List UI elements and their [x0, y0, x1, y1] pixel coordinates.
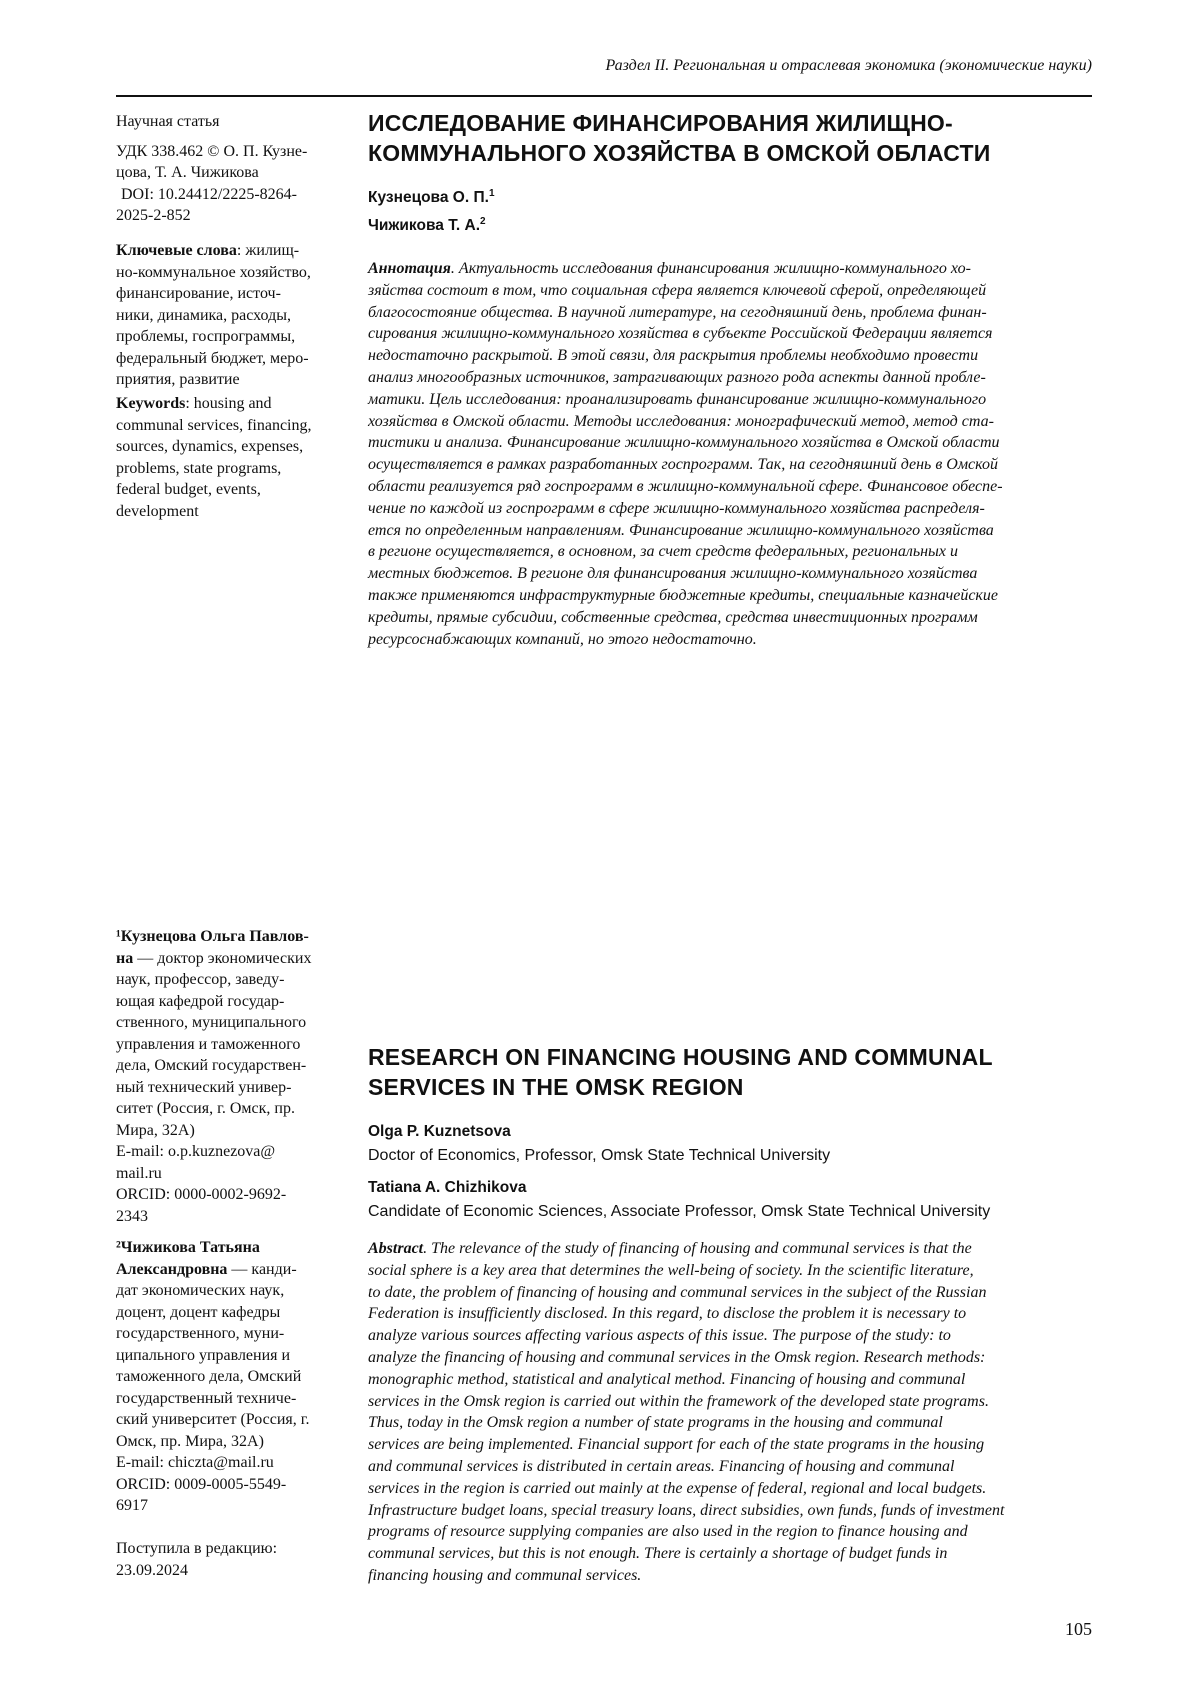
abstract-en-line-16: financing housing and communal services. — [368, 1565, 1094, 1587]
author-ru-1-sup: 1 — [489, 188, 495, 199]
abstract-ru — [368, 258, 1094, 650]
author-bio-1 — [116, 926, 342, 1227]
author2-bio-line-4: государственного, муни- — [116, 1323, 342, 1345]
author1-bio-line-4: ственного, муниципального — [116, 1012, 342, 1034]
abstract-en-line-14: programs of resource supplying companies are also used in the region to finance housing and — [368, 1521, 1094, 1543]
abstract-en — [368, 1238, 1094, 1587]
keywords-en-line-3: sources, dynamics, expenses, — [116, 436, 342, 458]
keywords-ru — [116, 240, 342, 391]
abstract-en-line-8: services in the Omsk region is carried out within the framework of the developed state programs. — [368, 1391, 1094, 1413]
doi-line-2: 2025-2-852 — [116, 205, 342, 227]
keywords-en-line-4: problems, state programs, — [116, 458, 342, 480]
author-ru-1: Кузнецова О. П. — [368, 189, 489, 206]
abstract-en-line-3: to date, the problem of financing of housing and communal services in the subject of the Russian — [368, 1282, 1094, 1304]
author-en-1-affiliation: Doctor of Economics, Professor, Omsk State Technical University — [368, 1146, 1094, 1166]
article-metadata — [116, 111, 342, 227]
udc-line-2: цова, Т. А. Чижикова — [116, 162, 342, 184]
abstract-en-line-6: analyze the financing of housing and communal services in the Omsk region. Research methods: — [368, 1347, 1094, 1369]
received-value: 23.09.2024 — [116, 1560, 342, 1582]
abstract-ru-line-10: осуществляется в рамках разработанных госпрограмм. Так, на сегодняшний день в Омской — [368, 454, 1094, 476]
author1-orcid-line-1: ORCID: 0000-0002-9692- — [116, 1184, 342, 1206]
running-head: Раздел II. Региональная и отраслевая экономика (экономические науки) — [116, 56, 1092, 76]
article-type: Научная статья — [116, 111, 342, 133]
author1-name-line-2: на — [116, 950, 133, 967]
abstract-ru-label: Аннотация — [368, 260, 451, 277]
abstract-ru-line-5: недостаточно раскрытой. В этой связи, для раскрытия проблемы необходимо провести — [368, 345, 1094, 367]
doi-line-1: DOI: 10.24412/2225-8264- — [116, 184, 342, 206]
author2-name-line-2: Александровна — [116, 1261, 227, 1278]
abstract-en-line-9: Thus, today in the Omsk region a number of state programs in the housing and communal — [368, 1412, 1094, 1434]
author1-bio-line-1: — доктор экономических — [133, 950, 311, 967]
abstract-ru-line-16: также применяются инфраструктурные бюджетные кредиты, специальные казначейские — [368, 585, 1094, 607]
abstract-ru-line-14: в регионе осуществляется, в основном, за счет средств федеральных, региональных и — [368, 541, 1094, 563]
abstract-ru-line-11: области реализуется ряд госпрограмм в жилищно-коммунальной сфере. Финансовое обеспе- — [368, 476, 1094, 498]
author2-orcid-line-1: ORCID: 0009-0005-5549- — [116, 1474, 342, 1496]
abstract-ru-line-4: сирования жилищно-коммунального хозяйства в субъекте Российской Федерации является — [368, 323, 1094, 345]
abstract-en-line-5: analyze various sources affecting various aspects of this issue. The purpose of the study: to — [368, 1325, 1094, 1347]
abstract-ru-line-7: матики. Цель исследования: проанализировать финансирование жилищно-коммунального — [368, 389, 1094, 411]
author-en-2: Tatiana A. Chizhikova — [368, 1178, 1094, 1198]
abstract-ru-line-13: ется по определенным направлениям. Финансирование жилищно-коммунального хозяйства — [368, 520, 1094, 542]
author1-bio-line-8: ситет (Россия, г. Омск, пр. — [116, 1098, 342, 1120]
author2-bio-line-5: ципального управления и — [116, 1345, 342, 1367]
author2-bio-line-8: ский университет (Россия, г. — [116, 1409, 342, 1431]
title-ru-line-2: КОММУНАЛЬНОГО ХОЗЯЙСТВА В ОМСКОЙ ОБЛАСТИ — [368, 138, 1094, 168]
abstract-en-line-11: and communal services is distributed in certain areas. Financing of housing and communal — [368, 1456, 1094, 1478]
author1-bio-line-6: дела, Омский государствен- — [116, 1055, 342, 1077]
udc-line-1: УДК 338.462 © О. П. Кузне- — [116, 141, 342, 163]
keywords-ru-line-3: финансирование, источ- — [116, 283, 342, 305]
abstract-en-line-7: monographic method, statistical and analytical method. Financing of housing and communal — [368, 1369, 1094, 1391]
keywords-en-label: Keywords — [116, 395, 185, 412]
author2-name-line-1: ²Чижикова Татьяна — [116, 1239, 260, 1256]
author2-bio-line-6: таможенного дела, Омский — [116, 1366, 342, 1388]
abstract-ru-line-3: благосостояние общества. В научной литературе, на сегодняшний день, проблема финан- — [368, 302, 1094, 324]
author2-bio-line-9: Омск, пр. Мира, 32А) — [116, 1431, 342, 1453]
title-ru-line-1: ИССЛЕДОВАНИЕ ФИНАНСИРОВАНИЯ ЖИЛИЩНО- — [368, 108, 1094, 138]
title-en-line-2: SERVICES IN THE OMSK REGION — [368, 1072, 1094, 1102]
author2-bio-line-3: доцент, доцент кафедры — [116, 1302, 342, 1324]
author-ru-2: Чижикова Т. А. — [368, 217, 480, 234]
author1-bio-line-5: управления и таможенного — [116, 1034, 342, 1056]
keywords-ru-line-6: федеральный бюджет, меро- — [116, 348, 342, 370]
abstract-ru-line-1: . Актуальность исследования финансирования жилищно-коммунального хо- — [451, 260, 971, 277]
keywords-ru-line-4: ники, динамика, расходы, — [116, 305, 342, 327]
abstract-ru-line-15: местных бюджетов. В регионе для финансирования жилищно-коммунального хозяйства — [368, 563, 1094, 585]
author1-email-line-1[interactable]: E-mail: o.p.kuznezova@ — [116, 1141, 342, 1163]
abstract-en-line-13: Infrastructure budget loans, special treasury loans, direct subsidies, own funds, funds of investment — [368, 1500, 1094, 1522]
page-number: 105 — [1040, 1618, 1092, 1640]
author1-name-line-1: ¹Кузнецова Ольга Павлов- — [116, 928, 309, 945]
abstract-ru-line-9: тистики и анализа. Финансирование жилищно-коммунального хозяйства в Омской области — [368, 432, 1094, 454]
abstract-en-line-1: . The relevance of the study of financing of housing and communal services is that the — [423, 1240, 972, 1257]
authors-ru — [368, 188, 1094, 236]
title-en — [368, 1042, 1094, 1102]
received-date — [116, 1538, 342, 1581]
keywords-en — [116, 393, 342, 522]
keywords-ru-label: Ключевые слова — [116, 242, 237, 259]
author2-email-line[interactable]: E-mail: chiczta@mail.ru — [116, 1452, 342, 1474]
keywords-en-line-2: communal services, financing, — [116, 415, 342, 437]
keywords-ru-line-5: проблемы, госпрограммы, — [116, 326, 342, 348]
abstract-en-line-12: services in the region is carried out mainly at the expense of federal, regional and local budgets. — [368, 1478, 1094, 1500]
abstract-en-line-10: services are being implemented. Financial support for each of the state programs in the housing — [368, 1434, 1094, 1456]
author2-bio-line-1: — канди- — [227, 1261, 296, 1278]
author1-email-line-2[interactable]: mail.ru — [116, 1163, 342, 1185]
author2-bio-line-7: государственный техниче- — [116, 1388, 342, 1410]
abstract-en-line-4: Federation is insufficiently disclosed. In this regard, to disclose the problem it is necessary to — [368, 1303, 1094, 1325]
author1-bio-line-3: ющая кафедрой государ- — [116, 991, 342, 1013]
author-bio-2 — [116, 1237, 342, 1517]
keywords-ru-line-1: : жилищ- — [237, 242, 299, 259]
author1-bio-line-9: Мира, 32А) — [116, 1120, 342, 1142]
keywords-en-line-6: development — [116, 501, 342, 523]
abstract-en-label: Abstract — [368, 1240, 423, 1257]
abstract-en-line-15: communal services, but this is not enough. There is certainly a shortage of budget funds in — [368, 1543, 1094, 1565]
header-rule — [116, 95, 1092, 97]
author1-bio-line-7: ный технический универ- — [116, 1077, 342, 1099]
abstract-ru-line-2: зяйства состоит в том, что социальная сфера является ключевой сферой, определяющей — [368, 280, 1094, 302]
keywords-en-line-1: : housing and — [185, 395, 271, 412]
title-ru — [368, 108, 1094, 168]
title-en-line-1: RESEARCH ON FINANCING HOUSING AND COMMUNAL — [368, 1042, 1094, 1072]
author1-bio-line-2: наук, профессор, заведу- — [116, 969, 342, 991]
author-ru-2-sup: 2 — [480, 216, 486, 227]
keywords-ru-line-7: приятия, развитие — [116, 369, 342, 391]
received-label: Поступила в редакцию: — [116, 1538, 342, 1560]
keywords-en-line-5: federal budget, events, — [116, 479, 342, 501]
author2-bio-line-2: дат экономических наук, — [116, 1280, 342, 1302]
author1-orcid-line-2: 2343 — [116, 1206, 342, 1228]
authors-en — [368, 1122, 1094, 1222]
author-en-1: Olga P. Kuznetsova — [368, 1122, 1094, 1142]
author-en-2-affiliation: Candidate of Economic Sciences, Associate Professor, Omsk State Technical University — [368, 1202, 1094, 1222]
abstract-ru-line-6: анализ многообразных источников, затрагивающих разного рода аспекты данной пробле- — [368, 367, 1094, 389]
abstract-ru-line-12: чение по каждой из госпрограмм в сфере жилищно-коммунального хозяйства распределя- — [368, 498, 1094, 520]
abstract-ru-line-18: ресурсоснабжающих компаний, но этого недостаточно. — [368, 629, 1094, 651]
abstract-ru-line-17: кредиты, прямые субсидии, собственные средства, средства инвестиционных программ — [368, 607, 1094, 629]
author2-orcid-line-2: 6917 — [116, 1495, 342, 1517]
abstract-en-line-2: social sphere is a key area that determines the well-being of society. In the scientific literature, — [368, 1260, 1094, 1282]
abstract-ru-line-8: хозяйства в Омской области. Методы исследования: монографический метод, метод ста- — [368, 411, 1094, 433]
keywords-ru-line-2: но-коммунальное хозяйство, — [116, 262, 342, 284]
